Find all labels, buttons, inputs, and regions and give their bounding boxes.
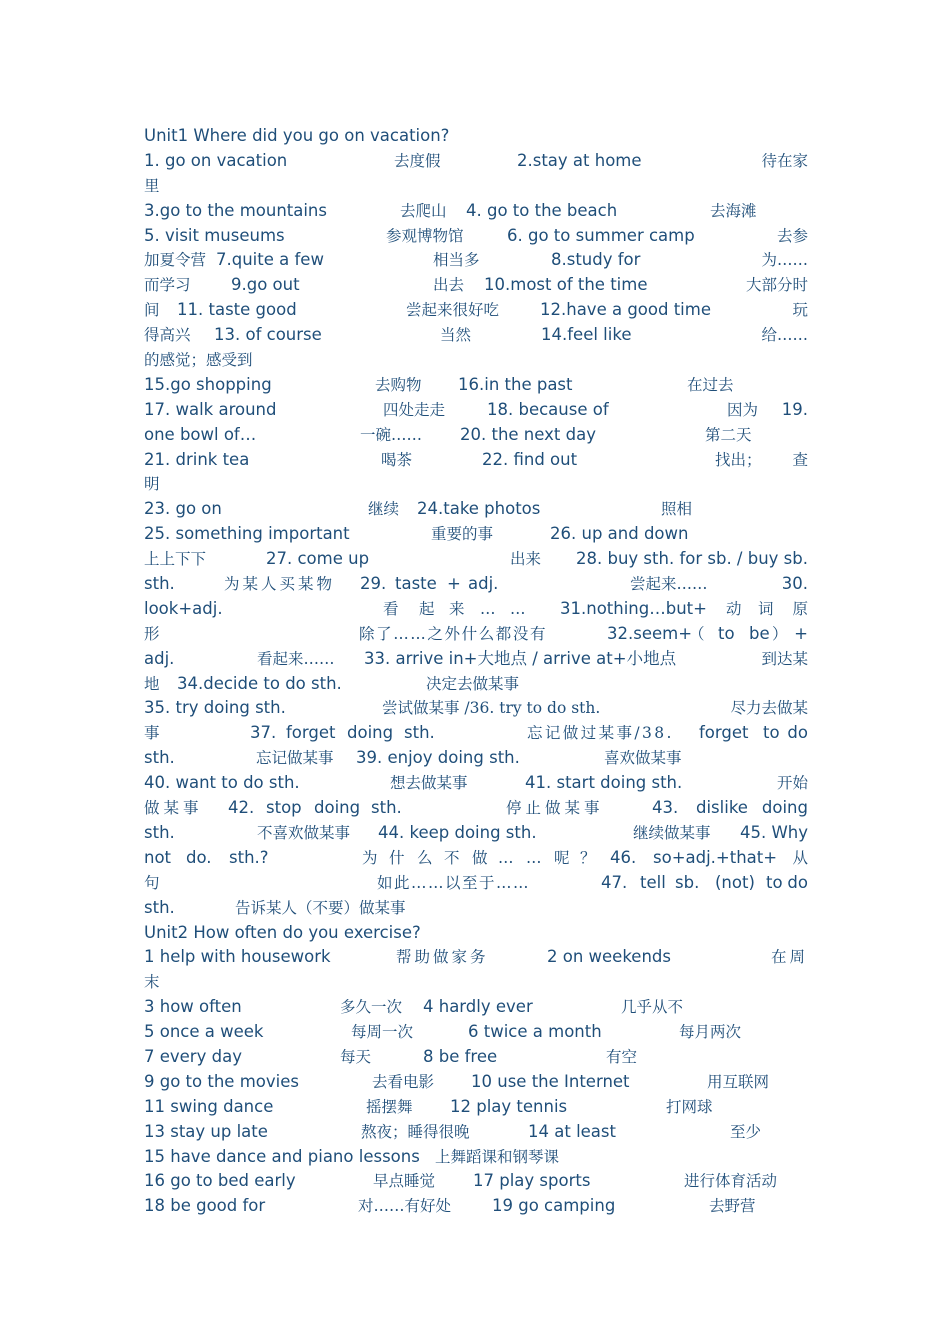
phrase-en: 1. go on vacation bbox=[144, 150, 288, 170]
text-line bbox=[144, 224, 808, 249]
phrase-en: 32.seem+ bbox=[607, 623, 693, 643]
phrase-en: 39. enjoy doing sth. bbox=[356, 748, 520, 768]
phrase-zh: 为…… bbox=[761, 251, 808, 270]
text-line bbox=[144, 871, 808, 896]
unit1-title bbox=[144, 124, 808, 149]
phrase-zh: 几乎从不 bbox=[621, 998, 684, 1017]
phrase-en: 22. find out bbox=[482, 449, 578, 469]
phrase-zh: 找出； bbox=[715, 450, 762, 469]
phrase-zh: 当然 bbox=[440, 326, 472, 345]
phrase-zh: 尽力去做某 bbox=[730, 699, 808, 718]
phrase-zh: 什 bbox=[389, 848, 405, 867]
phrase-en: 23. go on bbox=[144, 499, 222, 519]
text-line bbox=[144, 1095, 808, 1120]
text-line bbox=[144, 298, 808, 323]
phrase-zh: 里 bbox=[144, 176, 160, 195]
phrase-en: 19. bbox=[781, 399, 808, 419]
phrase-zh: 不喜欢做某事 bbox=[257, 823, 351, 842]
phrase-zh: 忘记做某事 bbox=[256, 749, 334, 768]
phrase-zh: 摇摆舞 bbox=[366, 1097, 413, 1116]
document-page bbox=[144, 124, 808, 1219]
unit1-title-text: Unit1 Where did you go on vacation? bbox=[144, 126, 450, 145]
text-line bbox=[144, 672, 808, 697]
phrase-zh: … bbox=[480, 599, 496, 618]
phrase-zh: 去购物 bbox=[375, 375, 422, 394]
unit2-title-text: Unit2 How often do you exercise? bbox=[144, 922, 421, 942]
phrase-zh: … bbox=[498, 848, 514, 867]
phrase-en: sth.? bbox=[229, 847, 269, 867]
phrase-en: do bbox=[787, 872, 808, 892]
phrase-zh: 查 bbox=[792, 450, 808, 469]
phrase-en: forget bbox=[286, 723, 336, 743]
phrase-zh: … bbox=[526, 848, 542, 867]
phrase-zh: 明 bbox=[144, 475, 160, 494]
phrase-zh: （ bbox=[689, 624, 705, 643]
phrase-en: 6 twice a month bbox=[468, 1022, 602, 1042]
phrase-en: 3.go to the mountains bbox=[144, 200, 327, 220]
phrase-en: sth. bbox=[404, 723, 435, 743]
text-line bbox=[144, 522, 808, 547]
phrase-zh: 一碗…… bbox=[360, 425, 423, 444]
phrase-zh: 除了……之外什么都没有 bbox=[359, 624, 548, 643]
phrase-en: not bbox=[144, 847, 172, 867]
phrase-en: 28. buy sth. for sb. / buy sb. bbox=[576, 549, 808, 569]
phrase-en: 10.most of the time bbox=[484, 275, 648, 295]
phrase-zh: 第二天 bbox=[705, 425, 752, 444]
text-line bbox=[144, 995, 808, 1020]
phrase-en: 26. up and down bbox=[550, 524, 689, 544]
phrase-zh: 开始 bbox=[776, 774, 808, 793]
phrase-zh: 每周一次 bbox=[351, 1023, 414, 1042]
phrase-zh: 出来 bbox=[510, 550, 542, 569]
text-line bbox=[144, 821, 808, 846]
text-line bbox=[144, 796, 808, 821]
phrase-en: tell bbox=[640, 872, 666, 892]
phrase-zh: 有空 bbox=[606, 1047, 638, 1066]
phrase-zh: 对……有好处 bbox=[358, 1197, 452, 1216]
phrase-zh: 用互联网 bbox=[707, 1072, 770, 1091]
phrase-en: 1 help with housework bbox=[144, 947, 331, 967]
phrase-en: 12.have a good time bbox=[540, 300, 711, 320]
phrase-zh: 动 bbox=[726, 599, 742, 618]
phrase-en: 8 be free bbox=[423, 1046, 498, 1066]
phrase-zh: 玩 bbox=[792, 301, 808, 320]
text-line bbox=[144, 323, 808, 348]
phrase-zh: 从 bbox=[792, 848, 808, 867]
phrase-en: 14.feel like bbox=[541, 325, 632, 345]
phrase-zh: 为某人买某物 bbox=[224, 575, 336, 594]
phrase-zh: 告诉某人（不要）做某事 bbox=[235, 898, 406, 917]
phrase-en: 16.in the past bbox=[458, 374, 573, 394]
phrase-en: 17 play sports bbox=[473, 1171, 591, 1191]
phrase-en: 9.go out bbox=[231, 275, 300, 295]
phrase-zh: 四处走走 bbox=[383, 400, 446, 419]
phrase-en: doing bbox=[347, 723, 394, 743]
phrase-zh: 重要的事 bbox=[431, 525, 494, 544]
phrase-en: taste bbox=[395, 574, 437, 594]
phrase-en: 34.decide to do sth. bbox=[177, 673, 342, 693]
phrase-zh: 尝起来…… bbox=[630, 575, 708, 594]
phrase-zh: 去海滩 bbox=[710, 201, 757, 220]
phrase-zh: 打网球 bbox=[666, 1097, 713, 1116]
phrase-en: 45. Why bbox=[739, 822, 808, 842]
text-line bbox=[144, 721, 808, 746]
phrase-zh: 熬夜；睡得很晚 bbox=[361, 1122, 470, 1141]
phrase-en: 43. bbox=[652, 798, 679, 818]
phrase-zh: 得高兴 bbox=[144, 326, 191, 345]
text-line bbox=[144, 1070, 808, 1095]
text-line bbox=[144, 448, 808, 473]
phrase-en: 21. drink tea bbox=[144, 449, 250, 469]
phrase-zh: 上上下下 bbox=[144, 550, 207, 569]
phrase-zh: 照相 bbox=[661, 500, 693, 519]
phrase-en: do. bbox=[186, 847, 212, 867]
text-line bbox=[144, 597, 808, 622]
phrase-en: 11. taste good bbox=[177, 300, 297, 320]
phrase-zh: 早点睡觉 bbox=[373, 1172, 436, 1191]
phrase-en: 40. want to do sth. bbox=[144, 773, 300, 793]
phrase-en: sth. bbox=[144, 574, 175, 594]
phrase-zh: 进行体育活动 bbox=[684, 1172, 778, 1191]
text-line bbox=[144, 696, 808, 721]
phrase-en: 13. of course bbox=[214, 325, 322, 345]
phrase-en: to bbox=[718, 623, 735, 643]
phrase-en: + bbox=[794, 623, 808, 643]
text-line bbox=[144, 472, 808, 497]
phrase-en: adj. bbox=[144, 648, 175, 668]
phrase-zh: 看 bbox=[383, 599, 399, 618]
phrase-en: 13 stay up late bbox=[144, 1121, 268, 1141]
phrase-en: to bbox=[766, 872, 783, 892]
phrase-en: 47. bbox=[601, 872, 628, 892]
phrase-zh: 原 bbox=[792, 599, 808, 618]
phrase-en: 27. come up bbox=[266, 549, 370, 569]
phrase-en: 18. because of bbox=[487, 399, 609, 419]
phrase-zh: 去度假 bbox=[394, 151, 441, 170]
phrase-en: 11 swing dance bbox=[144, 1096, 274, 1116]
phrase-en: 9 go to the movies bbox=[144, 1071, 299, 1091]
phrase-zh: 喜欢做某事 bbox=[604, 749, 682, 768]
text-line bbox=[144, 497, 808, 522]
phrase-en: 35. try doing sth. bbox=[144, 698, 286, 718]
text-line bbox=[144, 746, 808, 771]
phrase-zh: 帮助做家务 bbox=[396, 948, 489, 967]
phrase-en: sth. bbox=[144, 897, 175, 917]
phrase-zh: 加夏令营 bbox=[144, 251, 207, 270]
phrase-en: forget bbox=[699, 723, 749, 743]
phrase-en: dislike bbox=[696, 798, 748, 818]
phrase-zh: 参观博物馆 bbox=[386, 226, 464, 245]
phrase-en: 8.study for bbox=[551, 250, 641, 270]
phrase-zh: 呢 bbox=[554, 848, 570, 867]
text-line bbox=[144, 423, 808, 448]
phrase-en: 5. visit museums bbox=[144, 225, 285, 245]
phrase-en: 2.stay at home bbox=[517, 150, 642, 170]
phrase-zh: 而学习 bbox=[144, 276, 191, 295]
text-line bbox=[144, 771, 808, 796]
phrase-en: sth. bbox=[144, 822, 175, 842]
unit2-title bbox=[144, 921, 808, 946]
phrase-en: be bbox=[749, 623, 770, 643]
phrase-en: 41. start doing sth. bbox=[525, 773, 683, 793]
text-line bbox=[144, 945, 808, 970]
phrase-zh: 的感觉；感受到 bbox=[144, 351, 253, 370]
phrase-zh: 决定去做某事 bbox=[426, 674, 520, 693]
text-line bbox=[144, 572, 808, 597]
phrase-zh: ？ bbox=[580, 848, 596, 867]
phrase-zh: 去看电影 bbox=[372, 1072, 435, 1091]
text-line bbox=[144, 273, 808, 298]
phrase-zh: 看起来…… bbox=[257, 649, 335, 668]
text-line bbox=[144, 1145, 808, 1170]
text-line bbox=[144, 348, 808, 373]
phrase-zh: 为 bbox=[362, 848, 378, 867]
phrase-zh: 继续 bbox=[368, 500, 400, 519]
phrase-en: 25. something important bbox=[144, 524, 350, 544]
text-line bbox=[144, 622, 808, 647]
text-line bbox=[144, 1020, 808, 1045]
phrase-zh: 待在家 bbox=[761, 151, 808, 170]
phrase-en: sth. bbox=[371, 798, 402, 818]
phrase-en: one bowl of… bbox=[144, 424, 257, 444]
phrase-zh: 想去做某事 bbox=[390, 774, 468, 793]
phrase-zh: 词 bbox=[758, 599, 774, 618]
phrase-zh: 去野营 bbox=[709, 1197, 756, 1216]
phrase-zh: 地 bbox=[144, 674, 160, 693]
text-line bbox=[144, 896, 808, 921]
phrase-zh: 停止做某事 bbox=[506, 799, 604, 818]
phrase-zh: 因为 bbox=[727, 400, 759, 419]
phrase-en: 10 use the Internet bbox=[471, 1071, 630, 1091]
phrase-zh: 到达某 bbox=[761, 649, 808, 668]
phrase-en: 18 be good for bbox=[144, 1196, 266, 1216]
phrase-en: 46. bbox=[610, 847, 637, 867]
phrase-en: 24.take photos bbox=[417, 499, 541, 519]
text-line bbox=[144, 1169, 808, 1194]
text-line bbox=[144, 199, 808, 224]
phrase-zh: 不 bbox=[444, 848, 460, 867]
phrase-zh: 间 bbox=[144, 301, 160, 320]
phrase-en: 17. walk around bbox=[144, 399, 277, 419]
phrase-zh: 在周 bbox=[770, 948, 808, 967]
text-line bbox=[144, 547, 808, 572]
phrase-zh: 继续做某事 bbox=[633, 823, 711, 842]
phrase-en: 31.nothing…but+ bbox=[560, 598, 707, 618]
phrase-zh: 做某事 bbox=[144, 799, 203, 818]
phrase-en: 12 play tennis bbox=[450, 1096, 568, 1116]
phrase-en: adj. bbox=[468, 574, 499, 594]
phrase-zh: 尝起来很好吃 bbox=[406, 301, 500, 320]
phrase-en: sb. bbox=[675, 872, 700, 892]
text-line bbox=[144, 846, 808, 871]
phrase-zh: … bbox=[510, 599, 526, 618]
phrase-en: doing bbox=[314, 798, 361, 818]
phrase-en: 5 once a week bbox=[144, 1022, 264, 1042]
phrase-zh: 形 bbox=[144, 624, 160, 643]
phrase-en: 16 go to bed early bbox=[144, 1171, 296, 1191]
phrase-zh: 句 bbox=[144, 873, 160, 892]
text-line bbox=[144, 1045, 808, 1070]
text-line bbox=[144, 248, 808, 273]
phrase-en: (not) bbox=[715, 872, 755, 892]
phrase-zh: 如此……以至于…… bbox=[377, 873, 531, 892]
phrase-zh: 多久一次 bbox=[340, 998, 403, 1017]
phrase-en: 14 at least bbox=[528, 1121, 616, 1141]
phrase-zh: 起 bbox=[419, 599, 435, 618]
text-line bbox=[144, 174, 808, 199]
text-line bbox=[144, 373, 808, 398]
text-line bbox=[144, 1120, 808, 1145]
phrase-en: 4 hardly ever bbox=[423, 997, 533, 1017]
phrase-en: 20. the next day bbox=[460, 424, 596, 444]
phrase-en: 44. keep doing sth. bbox=[378, 822, 537, 842]
phrase-zh: 去参 bbox=[776, 226, 808, 245]
phrase-zh: 上舞蹈课和钢琴课 bbox=[435, 1147, 560, 1166]
phrase-en: sth. bbox=[144, 748, 175, 768]
phrase-zh: 喝茶 bbox=[381, 450, 413, 469]
phrase-zh: 尝试做某事 /36. try to do sth. bbox=[382, 699, 601, 718]
text-line bbox=[144, 647, 808, 672]
phrase-en: doing bbox=[761, 798, 808, 818]
phrase-en: 33. arrive in+大地点 / arrive at+小地点 bbox=[364, 648, 677, 668]
phrase-en: 42. bbox=[228, 798, 255, 818]
phrase-zh: 忘记做过某事/38. bbox=[527, 724, 674, 743]
phrase-en: 15 have dance and piano lessons bbox=[144, 1146, 420, 1166]
phrase-en: 19 go camping bbox=[492, 1196, 616, 1216]
phrase-zh: 在过去 bbox=[687, 375, 734, 394]
text-line bbox=[144, 149, 808, 174]
phrase-en: 7.quite a few bbox=[216, 250, 324, 270]
phrase-zh: 出去 bbox=[433, 276, 465, 295]
phrase-zh: 大部分时 bbox=[745, 276, 808, 295]
phrase-en: so+adj.+that+ bbox=[653, 847, 778, 867]
phrase-zh: ） bbox=[772, 624, 788, 643]
phrase-zh: 每天 bbox=[340, 1047, 372, 1066]
phrase-en: 3 how often bbox=[144, 997, 242, 1017]
phrase-zh: 去爬山 bbox=[400, 201, 447, 220]
phrase-en: 7 every day bbox=[144, 1046, 242, 1066]
phrase-en: 6. go to summer camp bbox=[507, 225, 695, 245]
text-line bbox=[144, 1194, 808, 1219]
phrase-zh: 给…… bbox=[761, 326, 808, 345]
phrase-zh: 每月两次 bbox=[679, 1023, 742, 1042]
phrase-zh: 末 bbox=[144, 973, 160, 992]
phrase-en: 2 on weekends bbox=[547, 947, 671, 967]
phrase-en: 30. bbox=[781, 574, 808, 594]
phrase-en: stop bbox=[266, 798, 302, 818]
phrase-zh: 事 bbox=[144, 724, 160, 743]
phrase-en: 4. go to the beach bbox=[466, 200, 618, 220]
text-line bbox=[144, 970, 808, 995]
phrase-en: 29. bbox=[360, 574, 387, 594]
phrase-en: to bbox=[763, 723, 780, 743]
phrase-zh: 么 bbox=[417, 848, 433, 867]
phrase-zh: 做 bbox=[472, 848, 488, 867]
phrase-en: + bbox=[447, 574, 461, 594]
phrase-zh: 至少 bbox=[730, 1122, 762, 1141]
phrase-zh: 来 bbox=[449, 599, 465, 618]
phrase-zh: 相当多 bbox=[433, 251, 480, 270]
text-line bbox=[144, 398, 808, 423]
phrase-en: do bbox=[787, 723, 808, 743]
phrase-en: 15.go shopping bbox=[144, 374, 272, 394]
phrase-en: 37. bbox=[250, 723, 277, 743]
phrase-en: look+adj. bbox=[144, 598, 223, 618]
